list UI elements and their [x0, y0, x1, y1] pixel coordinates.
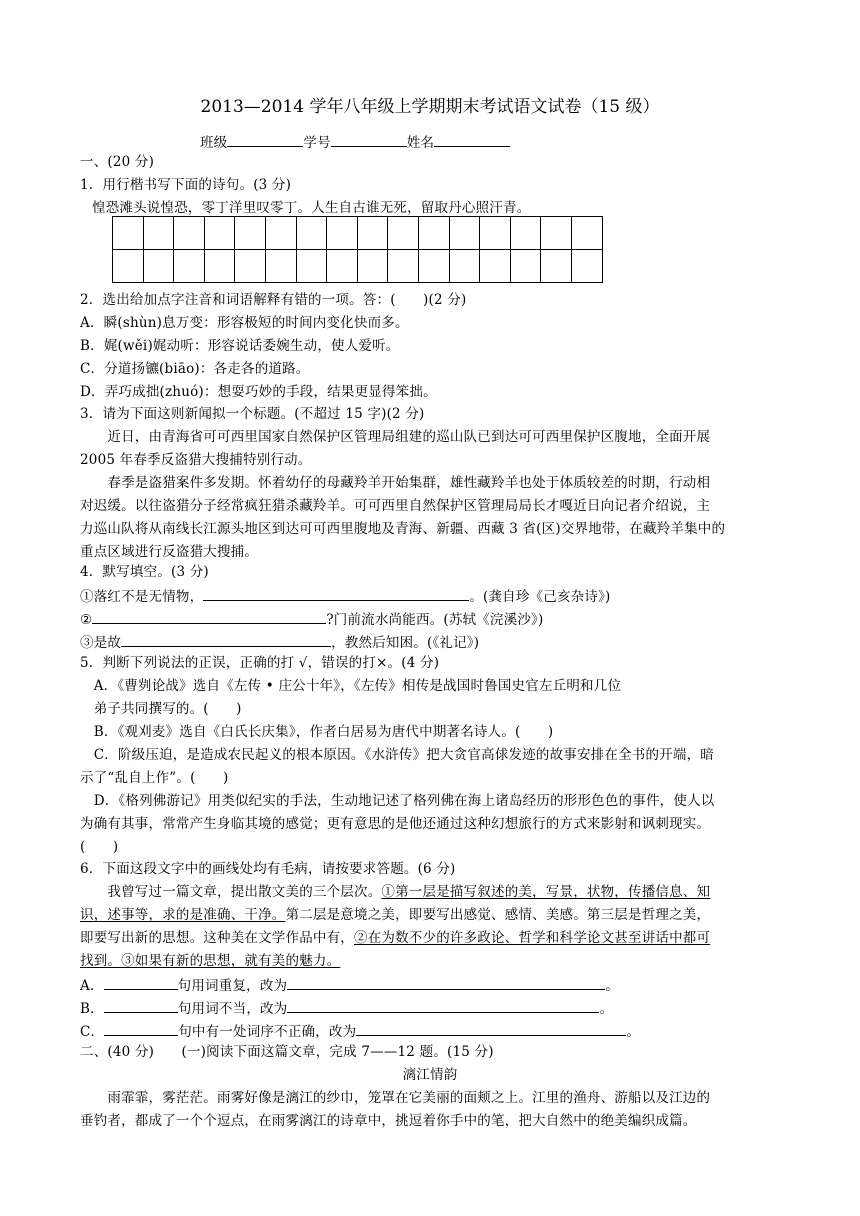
class-label: 班级 — [200, 135, 228, 151]
answer-c — [80, 1021, 640, 1041]
answer-text: 句用词不当，改为 — [177, 1001, 288, 1017]
answer-blank[interactable] — [287, 975, 605, 990]
answer-blank[interactable] — [104, 998, 178, 1013]
news-line: 对迟缓。以往盗猎分子经常疯狂猎杀藏羚羊。可可西里自然保护区管理局局长才嘎近日向记者介绍说，主 — [80, 498, 711, 514]
passage-text: 即要写出新的思想。这种美在文学作品中有， — [80, 930, 354, 946]
judge-line: B．《观刈麦》选自《白氏长庆集》，作者白居易为唐代中期著名诗人。( ) — [80, 724, 554, 740]
judge-line: C．阶级压迫，是造成农民起义的根本原因。《水浒传》把大贪官高俅发迹的故事安排在全书的开端，暗 — [80, 747, 714, 763]
grid-row — [113, 250, 603, 283]
fill-item-source: 。(龚自珍《己亥杂诗》) — [469, 589, 611, 605]
fill-item-2 — [80, 609, 543, 629]
answer-end: 。 — [626, 1024, 641, 1040]
passage-text: 我曾写过一篇文章，提出散文美的三个层次。 — [80, 884, 382, 900]
article-title: 漓江情韵 — [402, 1067, 458, 1083]
answer-blank[interactable] — [104, 1021, 178, 1036]
option-b: B．娓(wěi)娓动听：形容说话委婉生动，使人爱听。 — [80, 338, 400, 354]
fill-item-1 — [80, 586, 611, 606]
grid-row — [113, 217, 603, 250]
underlined-text: 识，述事等，求的是准确、干净。 — [80, 907, 286, 923]
answer-end: 。 — [605, 978, 619, 994]
question-1: 1．用行楷书写下面的诗句。(3 分) — [80, 177, 292, 193]
news-line: 重点区域进行反盗猎大搜捕。 — [80, 544, 259, 560]
news-line: 近日，由青海省可可西里国家自然保护区管理局组建的巡山队已到达可可西里保护区腹地，全面开展 — [80, 429, 711, 445]
question-4: 4．默写填空。(3 分) — [80, 564, 209, 580]
fill-blank[interactable] — [92, 609, 326, 624]
underlined-text: ②在为数不少的许多政论、哲学和科学论文甚至讲话中都可 — [354, 930, 711, 946]
answer-text: 句中有一处词序不正确，改为 — [178, 1024, 357, 1040]
section-2-heading: 二、(40 分) (一)阅读下面这篇文章，完成 7——12 题。(15 分) — [80, 1044, 494, 1060]
judge-line: 弟子共同撰写的。( ) — [80, 701, 242, 717]
question-3: 3．请为下面这则新闻拟一个标题。(不超过 15 字)(2 分) — [80, 406, 425, 422]
judge-line: 为确有其事，常常产生身临其境的感觉；更有意思的是他还通过这种幻想旅行的方式来影射和讽刺现实。 — [80, 816, 711, 832]
passage-text: 第二层是意境之美，即要写出感觉、感情、美感。第三层是哲理之美， — [285, 907, 711, 923]
fill-blank[interactable] — [203, 586, 469, 601]
underlined-text: 找到。③如果有新的思想，就有美的魅力。 — [80, 953, 341, 969]
question-6: 6．下面这段文字中的画线处均有毛病，请按要求答题。(6 分) — [80, 861, 456, 877]
passage-line — [80, 929, 710, 947]
name-label: 姓名 — [406, 135, 435, 151]
id-label: 学号 — [303, 135, 331, 151]
passage-line — [80, 883, 710, 901]
fill-item-source: ，教然后知困。(《礼记》) — [331, 635, 480, 651]
news-line: 力巡山队将从南线长江源头地区到达可可西里腹地及青海、新疆、西藏 3 省(区)交界地带，在藏羚羊集中的 — [80, 521, 726, 537]
underlined-text: ①第一层是描写叙述的美，写景，状物，传播信息、知 — [381, 884, 711, 900]
answer-blank[interactable] — [104, 975, 178, 990]
fill-blank[interactable] — [121, 632, 331, 647]
option-d: D．弄巧成拙(zhuó)：想耍巧妙的手段，结果更显得笨拙。 — [80, 384, 437, 400]
answer-label: B． — [80, 1001, 104, 1017]
article-line: 雨霏霏，雾茫茫。雨雾好像是漓江的纱巾，笼罩在它美丽的面颊之上。江里的渔舟、游船以及江边的 — [80, 1090, 711, 1106]
answer-b — [80, 998, 613, 1018]
answer-a — [80, 975, 619, 995]
judge-line: D．《格列佛游记》用类似纪实的手法，生动地记述了格列佛在海上诸岛经历的形形色色的事件，使人以 — [80, 793, 715, 809]
passage-line — [80, 952, 340, 970]
judge-line: 示了“乱自上作”。( ) — [80, 770, 229, 786]
news-line: 春季是盗猎案件多发期。怀着幼仔的母藏羚羊开始集群，雄性藏羚羊也处于体质较差的时期，行动相 — [80, 475, 711, 491]
news-line: 2005 年春季反盗猎大搜捕特别行动。 — [80, 452, 312, 468]
student-info-line — [200, 132, 510, 152]
fill-item-text: ③是故 — [80, 635, 122, 651]
fill-item-text: ② — [80, 612, 93, 628]
fill-item-text: ①落红不是无情物， — [80, 589, 204, 605]
class-field[interactable] — [227, 132, 303, 147]
answer-label: A． — [80, 978, 104, 994]
question-2: 2．选出给加点字注音和词语解释有错的一项。答：( )(2 分) — [80, 292, 467, 308]
option-c: C．分道扬镳(biāo)：各走各的道路。 — [80, 361, 310, 377]
answer-text: 句用词重复，改为 — [177, 978, 288, 994]
question-5: 5．判断下列说法的正误，正确的打 √，错误的打×。(4 分) — [80, 655, 440, 671]
fill-item-3 — [80, 632, 479, 652]
section-1-heading: 一、(20 分) — [80, 154, 155, 170]
page-title: 2013—2014 学年八年级上学期期末考试语文试卷（15 级） — [200, 97, 660, 117]
answer-blank[interactable] — [287, 998, 599, 1013]
student-id-field[interactable] — [331, 132, 407, 147]
fill-item-source: ?门前流水尚能西。(苏轼《浣溪沙》) — [326, 612, 544, 628]
option-a: A．瞬(shùn)息万变：形容极短的时间内变化快而多。 — [80, 315, 409, 331]
judge-line: ( ) — [80, 839, 119, 855]
answer-end: 。 — [599, 1001, 614, 1017]
article-line: 垂钓者，都成了一个个逗点，在雨雾漓江的诗章中，挑逗着你手中的笔，把大自然中的绝美编织成篇。 — [80, 1113, 697, 1129]
question-1-poem: 惶恐滩头说惶恐，零丁洋里叹零丁。人生自古谁无死，留取丹心照汗青。 — [92, 200, 531, 216]
answer-blank[interactable] — [356, 1021, 626, 1036]
passage-line — [80, 906, 710, 924]
writing-grid[interactable] — [112, 216, 603, 283]
judge-line: A．《曹刿论战》选自《左传 • 庄公十年》，《左传》相传是战国时鲁国史官左丘明和几位 — [80, 678, 622, 694]
answer-label: C． — [80, 1024, 105, 1040]
name-field[interactable] — [434, 132, 510, 147]
